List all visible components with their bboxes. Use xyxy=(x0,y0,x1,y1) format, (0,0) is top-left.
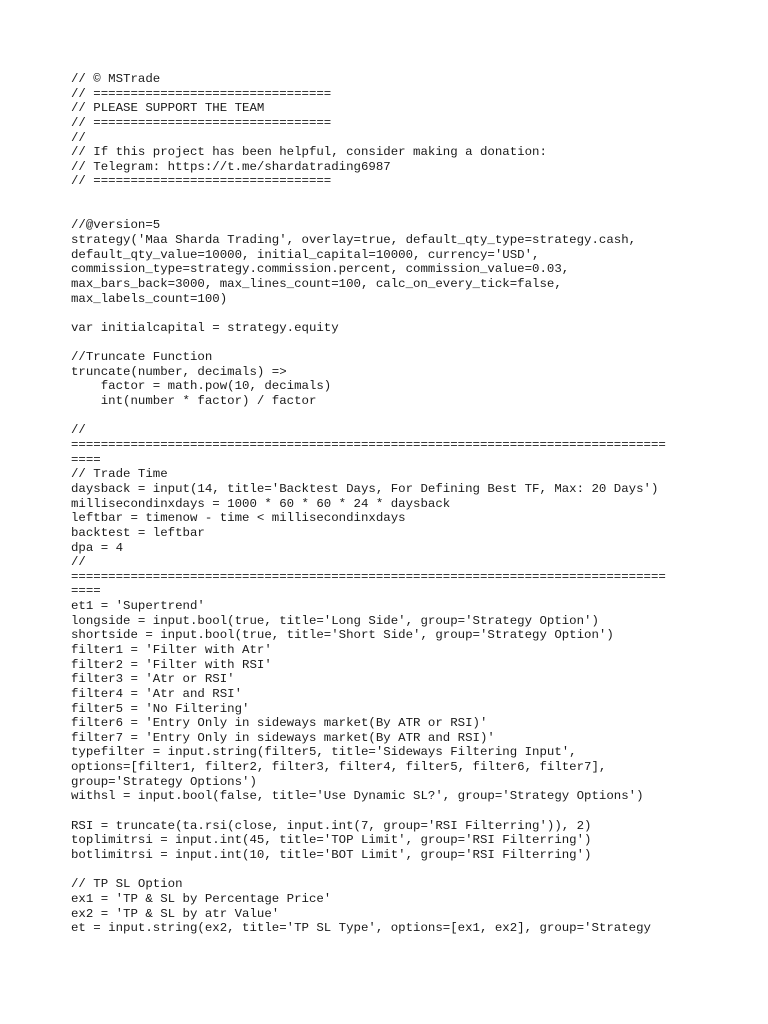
code-line: // Trade Time xyxy=(71,467,168,482)
code-line: //@version=5 xyxy=(71,218,161,233)
code-line: // PLEASE SUPPORT THE TEAM xyxy=(71,101,265,116)
code-line: ================================================================================ xyxy=(71,438,666,453)
code-line: filter6 = 'Entry Only in sideways market(By ATR or RSI)' xyxy=(71,716,488,731)
code-line: ==== xyxy=(71,584,101,599)
blank-line xyxy=(71,189,711,204)
code-line: int(number * factor) / factor xyxy=(71,394,317,409)
code-line: RSI = truncate(ta.rsi(close, input.int(7, group='RSI Filterring')), 2) xyxy=(71,818,592,833)
code-line: // xyxy=(71,555,86,570)
code-line: et1 = 'Supertrend' xyxy=(71,599,205,614)
code-line: default_qty_value=10000, initial_capital=10000, currency='USD', xyxy=(71,247,540,262)
code-line: daysback = input(14, title='Backtest Days, For Defining Best TF, Max: 20 Days') xyxy=(71,481,659,496)
code-line: toplimitrsi = input.int(45, title='TOP Limit', group='RSI Filterring') xyxy=(71,833,592,848)
code-line: withsl = input.bool(false, title='Use Dynamic SL?', group='Strategy Options') xyxy=(71,789,644,804)
code-line: leftbar = timenow - time < millisecondinxdays xyxy=(71,511,406,526)
code-line: filter3 = 'Atr or RSI' xyxy=(71,672,235,687)
code-block xyxy=(71,72,711,936)
code-line: et = input.string(ex2, title='TP SL Type', options=[ex1, ex2], group='Strategy xyxy=(71,921,651,936)
code-line: // ================================ xyxy=(71,115,332,130)
code-line: options=[filter1, filter2, filter3, filter4, filter5, filter6, filter7], xyxy=(71,760,607,775)
code-line: filter7 = 'Entry Only in sideways market(By ATR and RSI)' xyxy=(71,730,495,745)
code-line: ================================================================================ xyxy=(71,569,666,584)
code-line: // If this project has been helpful, consider making a donation: xyxy=(71,145,547,160)
code-line: factor = math.pow(10, decimals) xyxy=(71,379,332,394)
code-line: dpa = 4 xyxy=(71,540,124,555)
code-line: millisecondinxdays = 1000 * 60 * 60 * 24 * daysback xyxy=(71,496,451,511)
code-line: backtest = leftbar xyxy=(71,525,205,540)
blank-line xyxy=(71,336,711,351)
blank-line xyxy=(71,863,711,878)
code-line: filter4 = 'Atr and RSI' xyxy=(71,686,243,701)
blank-line xyxy=(71,804,711,819)
code-line: filter2 = 'Filter with RSI' xyxy=(71,657,272,672)
code-line: botlimitrsi = input.int(10, title='BOT Limit', group='RSI Filterring') xyxy=(71,847,592,862)
code-line: truncate(number, decimals) => xyxy=(71,364,287,379)
code-line: longside = input.bool(true, title='Long Side', group='Strategy Option') xyxy=(71,613,599,628)
code-line: commission_type=strategy.commission.percent, commission_value=0.03, xyxy=(71,262,570,277)
code-line: strategy('Maa Sharda Trading', overlay=true, default_qty_type=strategy.cash, xyxy=(71,233,637,248)
code-line: max_bars_back=3000, max_lines_count=100, calc_on_every_tick=false, xyxy=(71,276,562,291)
code-line: ex1 = 'TP & SL by Percentage Price' xyxy=(71,891,332,906)
code-line: //Truncate Function xyxy=(71,350,213,365)
code-line: // ================================ xyxy=(71,174,332,189)
blank-line xyxy=(71,204,711,219)
code-line: ==== xyxy=(71,452,101,467)
blank-line xyxy=(71,409,711,424)
code-line: group='Strategy Options') xyxy=(71,774,257,789)
code-line: // xyxy=(71,130,86,145)
code-line: filter1 = 'Filter with Atr' xyxy=(71,642,272,657)
code-line: max_labels_count=100) xyxy=(71,291,228,306)
code-line: ex2 = 'TP & SL by atr Value' xyxy=(71,906,280,921)
code-line: var initialcapital = strategy.equity xyxy=(71,320,339,335)
code-line: // TP SL Option xyxy=(71,877,183,892)
code-line: filter5 = 'No Filtering' xyxy=(71,701,250,716)
code-line: typefilter = input.string(filter5, title='Sideways Filtering Input', xyxy=(71,745,577,760)
code-line: shortside = input.bool(true, title='Short Side', group='Strategy Option') xyxy=(71,628,614,643)
code-line: // ================================ xyxy=(71,86,332,101)
blank-line xyxy=(71,306,711,321)
code-line: // © MSTrade xyxy=(71,72,161,86)
code-line: // Telegram: https://t.me/shardatrading6987 xyxy=(71,159,391,174)
code-line: // xyxy=(71,423,86,438)
